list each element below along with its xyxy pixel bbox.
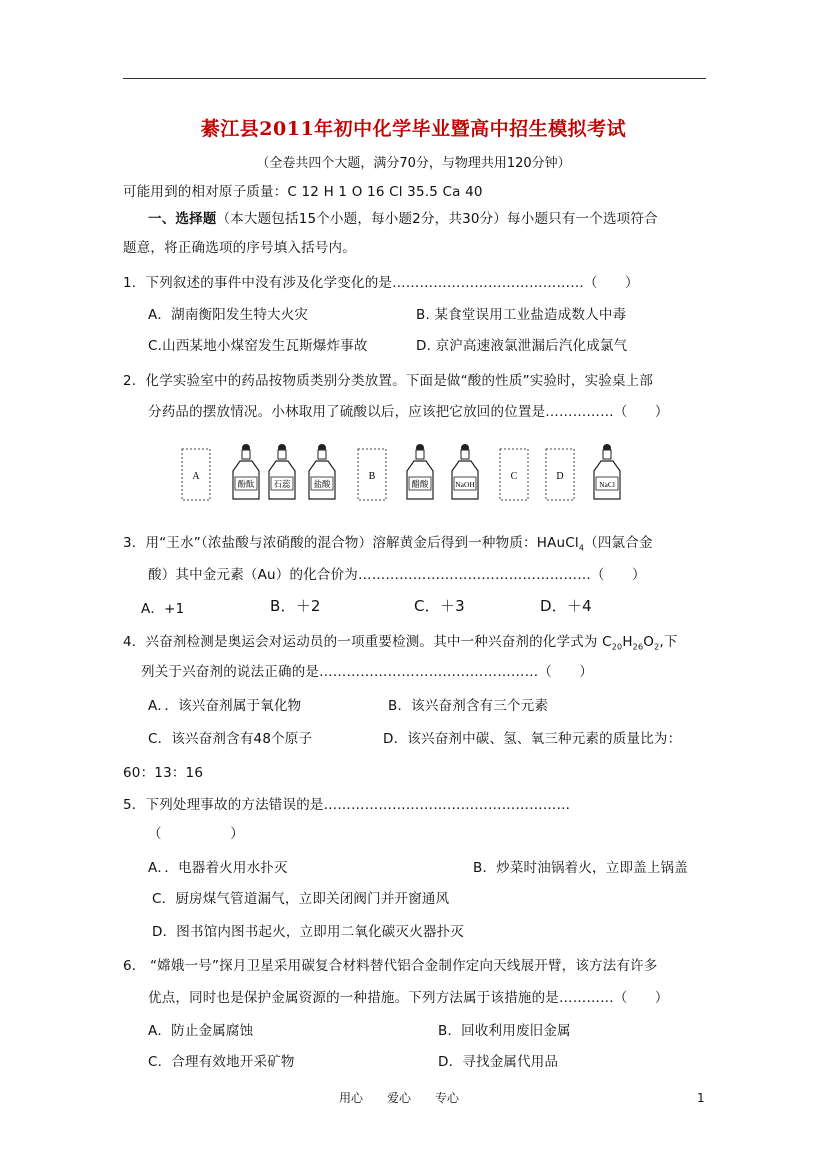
footer-motto: 用心 爱心 专心: [339, 1091, 460, 1105]
section1-intro-text: （本大题包括15个小题，每小题2分，共30分）每小题只有一个选项符合: [216, 211, 658, 227]
q3-subscript: 4: [578, 543, 585, 553]
slot-c-label: C: [510, 471, 518, 482]
q1-stem: 1．下列叙述的事件中没有涉及化学变化的是……………………………………（ ）: [123, 275, 639, 291]
q6-stem-line2: 优点，同时也是保护金属资源的一种措施。下列方法属于该措施的是…………（ ）: [148, 990, 669, 1006]
q4-option-a: A．．该兴奋剂属于氧化物: [148, 698, 302, 714]
q4-stem-text-end: ,下: [659, 634, 678, 650]
bottle-nacl: [594, 444, 620, 499]
q4-option-d: D．该兴奋剂中碳、氢、氧三种元素的质量比为：: [383, 731, 682, 747]
q4-formula-part: H: [622, 634, 633, 650]
q4-stem-line1: [123, 630, 678, 652]
q3-option-c: C．＋3: [414, 597, 465, 615]
bottle-label: 石蕊: [273, 479, 291, 489]
q3-option-d: D．＋4: [540, 597, 592, 615]
q5-option-a: A．．电器着火用水扑灭: [148, 860, 288, 876]
q5-option-d: D．图书馆内图书起火，立即用二氧化碳灭火器扑灭: [152, 924, 464, 940]
q4-subscript: 20: [611, 642, 623, 652]
bottle-hydrochloric-acid: [309, 444, 335, 499]
q3-stem-text: 3．用“王水”（浓盐酸与浓硝酸的混合物）溶解黄金后得到一种物质：HAuCl: [123, 535, 579, 551]
q4-subscript: 2: [654, 642, 660, 652]
q4-subscript: 26: [632, 642, 644, 652]
q2-stem-line2: 分药品的摆放情况。小林取用了硫酸以后，应该把它放回的位置是……………（ ）: [148, 404, 669, 420]
q6-option-a: A．防止金属腐蚀: [148, 1023, 254, 1039]
bottle-label: NaCl: [599, 480, 615, 489]
q6-stem-line1: 6． “嫦娥一号”探月卫星采用碳复合材料替代铝合金制作定向天线展开臂，该方法有许多: [123, 958, 658, 974]
q4-stem-line2: 列关于兴奋剂的说法正确的是…………………………………………（ ）: [141, 664, 594, 680]
bottle-label: 酚酞: [237, 479, 255, 489]
exam-title: 綦江县2011年初中化学毕业暨高中招生模拟考试: [200, 118, 627, 140]
q6-option-d: D．寻找金属代用品: [438, 1054, 559, 1070]
header-rule: [123, 78, 706, 79]
q4-option-d-continued: 60：13：16: [123, 765, 204, 781]
q1-option-b: B. 某食堂误用工业盐造成数人中毒: [416, 307, 627, 323]
exam-subtitle: （全卷共四个大题，满分70分，与物理共用120分钟）: [256, 156, 571, 171]
bottle-label: 盐酸: [313, 479, 331, 489]
q4-option-c: C．该兴奋剂含有48个原子: [148, 731, 313, 747]
q5-stem: 5．下列处理事故的方法错误的是………………………………………………: [123, 797, 571, 813]
reagent-shelf-figure: [170, 435, 640, 507]
q6-option-c: C．合理有效地开采矿物: [148, 1054, 295, 1070]
section1-intro: [148, 207, 658, 227]
slot-d-label: D: [556, 471, 564, 482]
q3-option-a: A．+1: [141, 601, 185, 617]
bottle-phenolphthalein: [233, 444, 259, 499]
bottle-label: 醋酸: [411, 479, 429, 489]
q5-answer-paren: （ ）: [148, 826, 244, 842]
q6-option-b: B．回收利用废旧金属: [438, 1023, 571, 1039]
bottle-acetic-acid: [407, 444, 433, 499]
q1-option-c: C.山西某地小煤窑发生瓦斯爆炸事故: [148, 338, 368, 354]
q1-option-d: D. 京沪高速液氯泄漏后汽化成氯气: [416, 338, 628, 354]
atomic-masses: 可能用到的相对原子质量：C 12 H 1 O 16 Cl 35.5 Ca 40: [123, 184, 483, 200]
q4-formula-part: O: [643, 634, 655, 650]
slot-b-label: B: [368, 471, 376, 482]
q5-option-c: C．厨房煤气管道漏气，立即关闭阀门并开窗通风: [152, 891, 450, 907]
bottle-naoh: [452, 444, 478, 499]
section1-heading: 一、选择题: [148, 211, 217, 227]
q3-option-b: B．＋2: [270, 597, 321, 615]
q4-option-b: B．该兴奋剂含有三个元素: [388, 698, 549, 714]
page-number: 1: [697, 1091, 705, 1105]
q2-stem-line1: 2．化学实验室中的药品按物质类别分类放置。下面是做“酸的性质”实验时，实验桌上部: [123, 373, 654, 389]
section1-intro-line2: 题意，将正确选项的序号填入括号内。: [123, 240, 356, 256]
q3-stem-line2: 酸）其中金元素（Au）的化合价为……………………………………………（ ）: [148, 567, 646, 583]
q4-stem-text: 4．兴奋剂检测是奥运会对运动员的一项重要检测。其中一种兴奋剂的化学式为 C: [123, 634, 612, 650]
bottle-label: NaOH: [455, 480, 475, 489]
q3-stem-line1: [123, 531, 653, 553]
bottle-litmus: [269, 444, 295, 499]
q1-option-a: A．湖南衡阳发生特大火灾: [148, 307, 309, 323]
slot-a-label: A: [192, 471, 200, 482]
q5-option-b: B．炒菜时油锅着火，立即盖上锅盖: [473, 860, 688, 876]
q3-stem-text-end: （四氯合金: [584, 535, 653, 551]
